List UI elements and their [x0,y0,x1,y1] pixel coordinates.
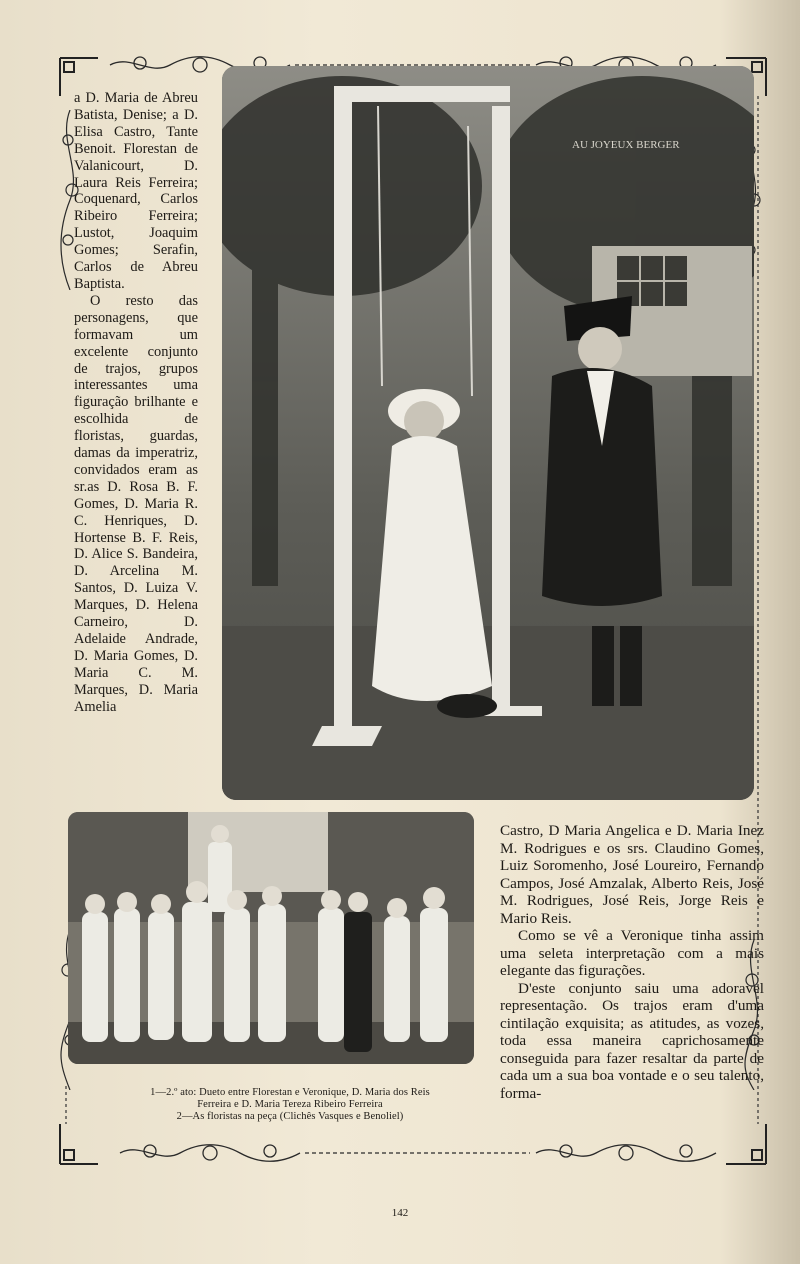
right-paragraph-2: Como se vê a Veronique tinha assim uma seleta interpretação com a mais elegante das figurações. [500,927,764,979]
right-paragraph-3: D'este conjunto saiu uma adoravel representação. Os trajos eram d'uma cintilação exquisita; as atitudes, as vozes, toda essa maneira caprichosamente conseguida para fazer resaltar da parte de cada um a sua boa vontade e o seu talento, forma- [500,979,764,1102]
caption-line-2: Ferreira e D. Maria Tereza Ribeiro Ferreira [197,1099,383,1110]
photo-caption [100,1087,480,1123]
swing-scene-photo [222,66,754,800]
page-number: 142 [391,1207,409,1219]
left-text-column [74,90,198,716]
right-text-column [500,822,764,1102]
inn-sign-text: AU JOYEUX BERGER [572,139,680,151]
bottom-vine-ornament [60,1138,766,1168]
florists-image [68,812,474,1064]
left-paragraph-1: a D. Maria de Abreu Batista, Denise; a D. Elisa Castro, Tante Benoit. Florestan de Valanicourt, D. Laura Reis Ferreira; Coquenard, Carlos Ribeiro Ferreira; Lustot, Joaquim Gomes; Serafin, Carlos de Abreu Baptista. [74,90,198,292]
swing-scene-image [222,66,754,800]
caption-line-1: 1—2.º ato: Dueto entre Florestan e Veronique, D. Maria dos Reis [150,1087,430,1098]
right-paragraph-1: Castro, D Maria Angelica e D. Maria Inez M. Rodrigues e os srs. Claudino Gomes, Luiz Soromenho, José Loureiro, Fernando Campos, José Amzalak, Alberto Reis, José M. Rodrigues, José Reis, Jorge Reis e Mario Reis. [500,822,764,927]
caption-line-3: 2—As floristas na peça (Clichês Vasques e Benoliel) [176,1111,404,1122]
left-paragraph-2: O resto das personagens, que formavam um excelente conjunto de trajos, grupos interessantes uma figuração brilhante e escolhida de floristas, guardas, damas da imperatriz, convidados eram as sr.as D. Rosa B. F. Gomes, D. Maria R. C. Henriques, D. Hortense B. F. Reis, D. Alice S. Bandeira, D. Arcelina M. Santos, D. Luiza V. Marques, D. Helena Carneiro, D. Adelaide Andrade, D. Maria Gomes, D. Maria C. M. Marques, D. Maria Amelia [74,292,198,715]
florists-group-photo [68,812,474,1064]
